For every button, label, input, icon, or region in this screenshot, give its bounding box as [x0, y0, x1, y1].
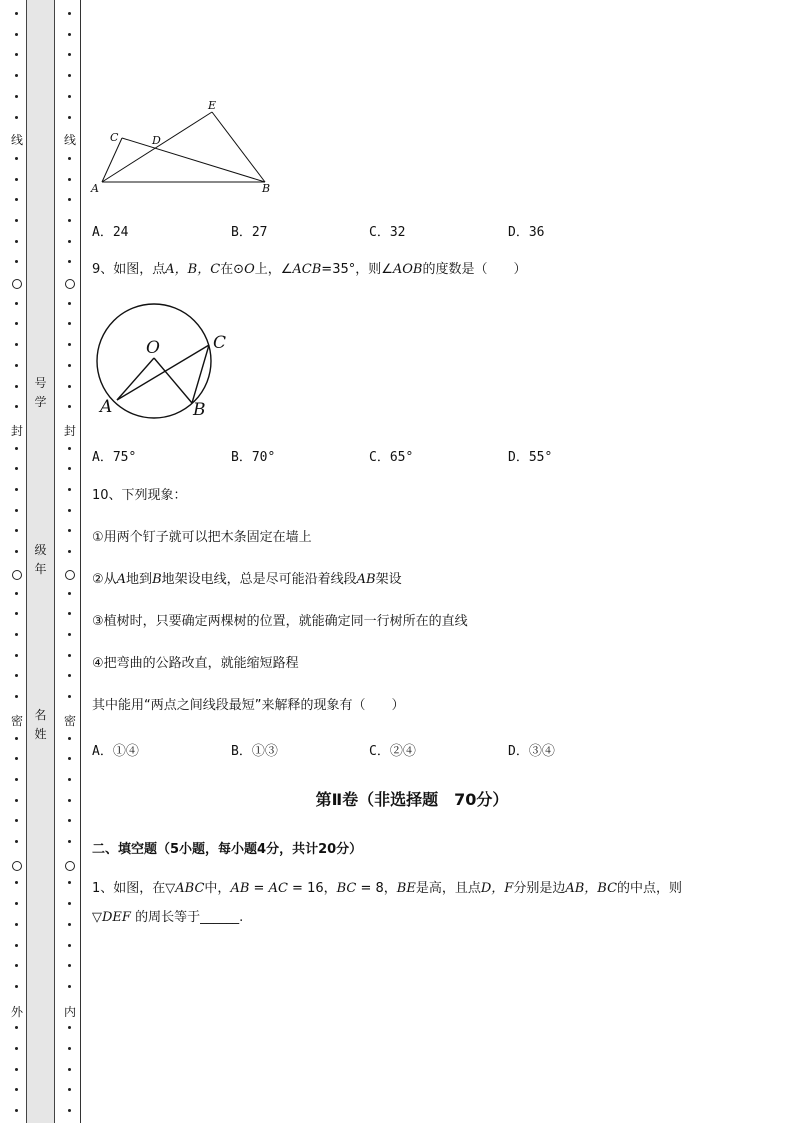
binding-dot: [15, 385, 18, 388]
q10-item-3: ③植树时，只要确定两棵树的位置，就能确定同一行树所在的直线: [92, 614, 468, 629]
binding-dot: [15, 964, 18, 967]
q10-item-4: ④把弯曲的公路改直，就能缩短路程: [92, 656, 299, 671]
inner-mark-feng: 封: [63, 424, 76, 438]
binding-dot: [68, 633, 71, 636]
binding-dot: [68, 529, 71, 532]
binding-dot: [15, 550, 18, 553]
inner-mark-nei: 内: [63, 1005, 76, 1019]
binding-dot: [68, 1088, 71, 1091]
binding-dot: [15, 1109, 18, 1112]
q8-option-d[interactable]: D．36: [508, 225, 545, 240]
binding-dot: [15, 322, 18, 325]
q9-segment-OB: [154, 358, 192, 403]
outer-mark-mi: 密: [10, 714, 23, 728]
binding-dot: [15, 343, 18, 346]
binding-dot: [15, 405, 18, 408]
binding-dot: [15, 260, 18, 263]
inner-seal-line: [64, 0, 76, 1123]
q10-item-1: ①用两个钉子就可以把木条固定在墙上: [92, 530, 312, 545]
q9-stem: 9、如图，点A，B，C在⊙O上，∠ACB=35°，则∠AOB的度数是（ ）: [92, 262, 527, 277]
binding-dot: [68, 881, 71, 884]
binding-dot: [15, 53, 18, 56]
q9-label-A: A: [100, 397, 113, 417]
binding-dot: [15, 529, 18, 532]
binding-dot: [15, 95, 18, 98]
q9-option-c[interactable]: C．65°: [369, 450, 414, 465]
q8-option-a[interactable]: A．24: [92, 225, 129, 240]
outer-mark-wai: 外: [10, 1005, 23, 1019]
inner-mark-xian: 线: [63, 133, 76, 147]
binding-dot: [68, 902, 71, 905]
q10-option-d[interactable]: D．③④: [508, 744, 555, 759]
binding-dot: [15, 592, 18, 595]
binding-dot: [15, 302, 18, 305]
binding-dot: [15, 1026, 18, 1029]
binding-dot: [68, 674, 71, 677]
binding-dot: [15, 74, 18, 77]
binding-dot: [68, 612, 71, 615]
binding-dot: [68, 1047, 71, 1050]
binding-dot: [15, 633, 18, 636]
binding-dot: [68, 592, 71, 595]
binding-dot: [15, 447, 18, 450]
binding-dot: [15, 198, 18, 201]
binding-dot: [68, 385, 71, 388]
binding-dot: [68, 964, 71, 967]
q9-segment-OA: [117, 358, 154, 400]
binding-dot: [15, 1088, 18, 1091]
binding-circle: [12, 861, 22, 871]
fill-q1-line1: 1、如图，在▽ABC中，AB = AC = 16，BC = 8，BE是高，且点D，F分别是边AB，BC的中点，则: [92, 881, 683, 896]
binding-dot: [68, 509, 71, 512]
q8-label-C: C: [110, 131, 119, 144]
binding-dot: [68, 447, 71, 450]
binding-dot: [68, 240, 71, 243]
q10-ask: 其中能用“两点之间线段最短”来解释的现象有（ ）: [92, 698, 405, 713]
binding-dot: [68, 95, 71, 98]
binding-dot: [68, 1068, 71, 1071]
outer-mark-feng: 封: [10, 424, 23, 438]
outer-seal-line: [11, 0, 23, 1123]
binding-margin: [0, 0, 84, 1123]
binding-dot: [15, 240, 18, 243]
binding-dot: [68, 364, 71, 367]
fill-q1-line2: ▽DEF 的周长等于______.: [92, 910, 244, 925]
binding-dot: [68, 467, 71, 470]
binding-dot: [68, 840, 71, 843]
binding-dot: [15, 923, 18, 926]
binding-dot: [68, 12, 71, 15]
binding-rule: [80, 0, 81, 1123]
binding-dot: [15, 902, 18, 905]
binding-dot: [15, 488, 18, 491]
binding-circle: [65, 570, 75, 580]
binding-dot: [68, 322, 71, 325]
field-student-number: 号 学: [34, 376, 47, 409]
binding-dot: [68, 757, 71, 760]
q8-label-D: D: [152, 134, 161, 147]
q8-label-A: A: [91, 182, 99, 195]
binding-circle: [12, 570, 22, 580]
q10-option-c[interactable]: C．②④: [369, 744, 416, 759]
binding-dot: [15, 1068, 18, 1071]
binding-dot: [15, 985, 18, 988]
q9-circle-figure: [92, 298, 242, 422]
q9-label-C: C: [213, 333, 227, 353]
q8-edge-CB: [122, 138, 265, 182]
binding-dot: [68, 116, 71, 119]
q9-option-b[interactable]: B．70°: [231, 450, 276, 465]
q10-option-b[interactable]: B．①③: [231, 744, 278, 759]
binding-dot: [15, 654, 18, 657]
binding-dot: [15, 467, 18, 470]
q8-option-c[interactable]: C．32: [369, 225, 406, 240]
binding-dot: [68, 737, 71, 740]
binding-dot: [68, 157, 71, 160]
binding-dot: [68, 405, 71, 408]
binding-dot: [68, 343, 71, 346]
binding-dot: [68, 944, 71, 947]
q8-triangle-figure: [88, 96, 288, 200]
binding-dot: [15, 33, 18, 36]
binding-dot: [68, 985, 71, 988]
inner-mark-mi: 密: [63, 714, 76, 728]
binding-dot: [15, 737, 18, 740]
binding-dot: [15, 944, 18, 947]
binding-circle: [12, 279, 22, 289]
q9-label-B: B: [193, 400, 206, 420]
fill-blank-section-heading: 二、填空题（5小题，每小题4分，共计20分）: [92, 842, 363, 857]
q9-label-O: O: [146, 338, 160, 358]
binding-dot: [68, 53, 71, 56]
q8-label-E: E: [208, 99, 217, 112]
binding-dot: [68, 1026, 71, 1029]
binding-dot: [15, 116, 18, 119]
binding-circle: [65, 861, 75, 871]
binding-dot: [15, 881, 18, 884]
binding-dot: [68, 178, 71, 181]
binding-dot: [68, 819, 71, 822]
q8-edge-EB: [212, 112, 265, 182]
binding-dot: [15, 157, 18, 160]
binding-circle: [65, 279, 75, 289]
binding-dot: [15, 819, 18, 822]
fill-q1-blank[interactable]: 的周长等于______.: [130, 910, 244, 925]
binding-dot: [68, 778, 71, 781]
binding-dot: [68, 550, 71, 553]
binding-dot: [15, 12, 18, 15]
binding-dot: [68, 923, 71, 926]
part2-title: 第Ⅱ卷（非选择题 70分）: [315, 790, 509, 809]
binding-dot: [15, 509, 18, 512]
binding-dot: [15, 178, 18, 181]
q10-stem: 10、下列现象：: [92, 488, 187, 503]
binding-dot: [68, 1109, 71, 1112]
q8-edge-AE: [102, 112, 212, 182]
binding-dot: [15, 778, 18, 781]
binding-dot: [68, 198, 71, 201]
q8-label-B: B: [262, 182, 271, 195]
binding-dot: [68, 654, 71, 657]
binding-dot: [68, 33, 71, 36]
binding-dot: [68, 302, 71, 305]
binding-dot: [15, 1047, 18, 1050]
field-name: 名 姓: [34, 708, 47, 741]
q9-option-d[interactable]: D．55°: [508, 450, 553, 465]
binding-dot: [68, 219, 71, 222]
binding-dot: [15, 612, 18, 615]
binding-dot: [15, 674, 18, 677]
binding-dot: [68, 260, 71, 263]
binding-dot: [15, 757, 18, 760]
q10-option-a[interactable]: A．①④: [92, 744, 139, 759]
q8-option-b[interactable]: B．27: [231, 225, 268, 240]
binding-dot: [15, 695, 18, 698]
binding-dot: [68, 488, 71, 491]
binding-dot: [15, 840, 18, 843]
outer-mark-xian: 线: [10, 133, 23, 147]
binding-dot: [68, 74, 71, 77]
binding-dot: [15, 364, 18, 367]
binding-dot: [68, 695, 71, 698]
q9-option-a[interactable]: A．75°: [92, 450, 137, 465]
q10-item-2: ②从A地到B地架设电线，总是尽可能沿着线段AB架设: [92, 572, 402, 587]
field-grade: 级 年: [34, 543, 47, 576]
binding-dot: [15, 219, 18, 222]
